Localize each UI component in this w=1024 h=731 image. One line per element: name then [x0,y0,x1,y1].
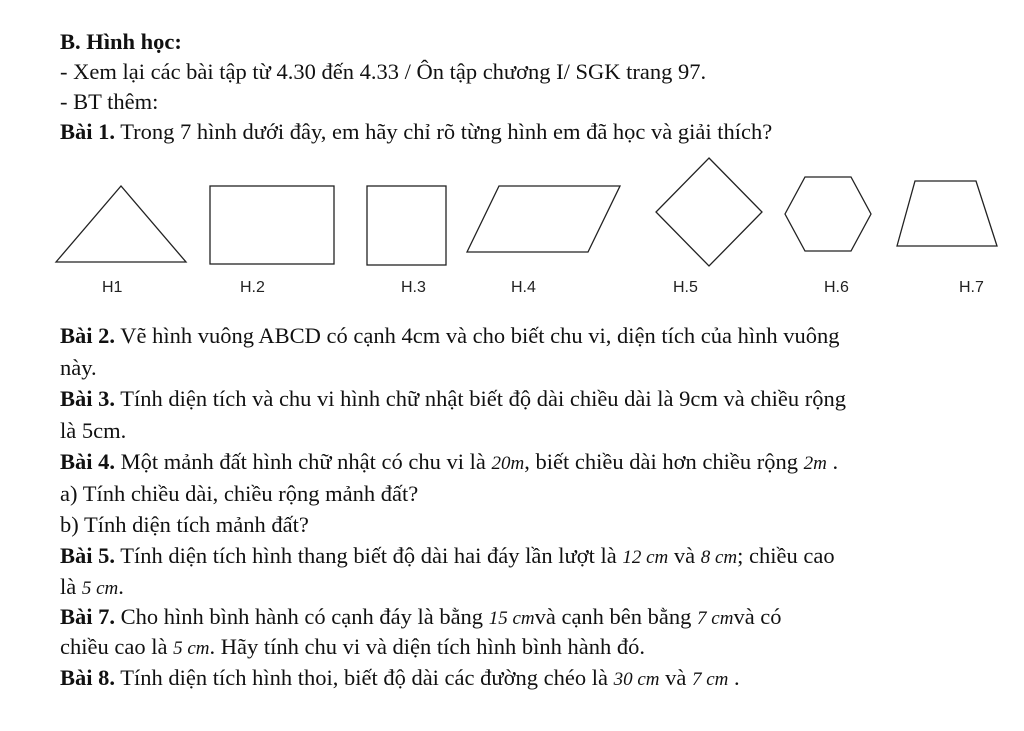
exercise-3-line1 [60,385,1004,413]
exercise-3-text: Tính diện tích và chu vi hình chữ nhật biết độ dài chiều dài là 9cm và chiều rộng [115,386,846,411]
figure-label-h5: H.5 [673,279,698,296]
exercise-5-label: Bài 5. [60,543,116,568]
exercise-2-text: Vẽ hình vuông ABCD có cạnh 4cm và cho biết chu vi, diện tích của hình vuông [115,323,840,348]
math-value: 15 cm [488,608,535,629]
exercise-5-line1 [60,542,1004,572]
exercise-8-text: và [659,665,692,690]
figure-label-h7: H.7 [959,279,984,296]
shapes-drawing [0,150,1024,275]
figure-label-h6: H.6 [824,279,849,296]
exercise-5-text: ; chiều cao [737,543,835,568]
exercise-8-line1 [60,664,1004,694]
rectangle-shape [210,186,334,264]
exercise-4-text: Một mảnh đất hình chữ nhật có chu vi là [115,449,492,474]
figure-label-h2: H.2 [240,279,265,296]
shapes-figure [0,150,1024,310]
exercise-1-label: Bài 1. [60,119,116,144]
math-value: 7 cm [697,608,734,629]
exercise-2-line1 [60,322,1004,350]
math-value: 8 cm [700,547,738,568]
triangle-shape [56,186,186,262]
exercise-8-text: Tính diện tích hình thoi, biết độ dài các đường chéo là [115,665,614,690]
exercise-7-label: Bài 7. [60,604,116,629]
review-line: - Xem lại các bài tập từ 4.30 đến 4.33 / Ôn tập chương I/ SGK trang 97. [60,59,707,84]
exercise-3-label: Bài 3. [60,386,116,411]
exercise-1 [60,118,1004,146]
exercise-4-part-b: b) Tính diện tích mảnh đất? [60,512,309,537]
hexagon-shape [785,177,871,251]
exercise-7-text: chiều cao là [60,634,174,659]
exercise-7-text: . Hãy tính chu vi và diện tích hình bình hành đó. [209,634,646,659]
exercise-5-text: Tính diện tích hình thang biết độ dài hai đáy lần lượt là [115,543,623,568]
math-value: 20m [491,453,525,474]
exercise-4-text: , biết chiều dài hơn chiều rộng [524,449,804,474]
exercise-7-line2 [60,633,1004,663]
exercise-4-label: Bài 4. [60,449,116,474]
exercise-2-line2: này. [60,355,97,380]
exercise-8-label: Bài 8. [60,665,116,690]
exercise-5-text: là [60,574,82,599]
figure-label-h1: H1 [102,279,123,296]
exercise-5-text: . [118,574,124,599]
math-value: 30 cm [613,669,660,690]
exercise-1-text: Trong 7 hình dưới đây, em hãy chỉ rõ từng hình em đã học và giải thích? [115,119,773,144]
exercise-3-line2: là 5cm. [60,418,127,443]
exercise-8-text: . [728,665,740,690]
exercise-7-text: và có [733,604,782,629]
math-value: 12 cm [622,547,669,568]
exercise-2-label: Bài 2. [60,323,116,348]
exercise-7-line1 [60,603,1004,633]
exercise-4-text: . [826,449,839,474]
exercise-4-line1 [60,448,1004,478]
math-value: 5 cm [81,578,119,599]
parallelogram-shape [467,186,620,252]
exercise-5-line2 [60,573,1004,603]
exercise-7-text: và cạnh bên bằng [534,604,698,629]
extra-exercises-label: - BT thêm: [60,89,159,114]
exercise-7-text: Cho hình bình hành có cạnh đáy là bằng [115,604,489,629]
math-value: 2m [803,453,827,474]
rhombus-shape [656,158,762,266]
figure-label-h3: H.3 [401,279,426,296]
math-value: 7 cm [691,669,729,690]
trapezoid-shape [897,181,997,246]
math-value: 5 cm [173,638,210,659]
exercise-4-part-a: a) Tính chiều dài, chiều rộng mảnh đất? [60,481,419,506]
exercise-5-text: và [668,543,701,568]
square-shape [367,186,446,265]
section-title: B. Hình học: [60,29,182,54]
figure-label-h4: H.4 [511,279,536,296]
